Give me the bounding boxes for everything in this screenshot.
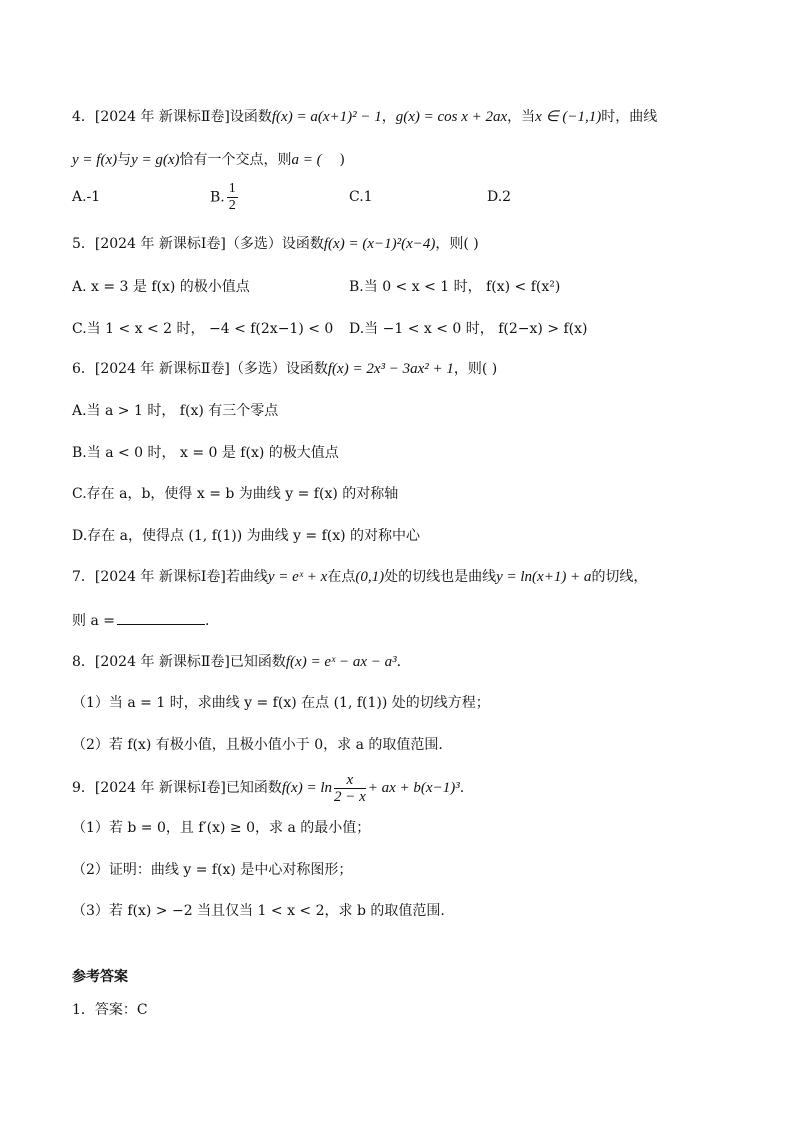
q5-option-b: B.当 0 < x < 1 时， f(x) < f(x²) (349, 279, 561, 295)
q7-mid: 在点 (327, 569, 356, 585)
q4-l2a: y = f(x) (72, 152, 118, 168)
answer-1: 1．答案：C (72, 1002, 148, 1018)
q9-f-pre: f(x) = ln (281, 780, 332, 796)
q4-option-b-fraction (227, 181, 238, 214)
q4-l2f: ) (321, 152, 345, 168)
q4-g: g(x) = cos x + 2ax (395, 109, 508, 125)
q7-c2: y = ln(x+1) + a (496, 569, 592, 585)
q4-head: 4．[2024 年 新课标Ⅱ卷]设函数 (72, 109, 272, 125)
q4-option-d: D.2 (487, 189, 512, 205)
q7-l2: 则 a = (72, 613, 115, 629)
answer-blank[interactable] (117, 610, 205, 625)
q6-option-a: A.当 a > 1 时， f(x) 有三个零点 (72, 403, 279, 419)
q4-option-b (210, 181, 240, 214)
q4-cond: x ∈ (−1,1) (535, 109, 602, 125)
q7-tail: 的切线， (591, 569, 648, 585)
q4-comma: ， (381, 109, 396, 125)
q5-option-c: C.当 1 < x < 2 时， −4 < f(2x−1) < 0 (72, 321, 334, 337)
q6-option-d: D.存在 a，使得点 (1, f(1)) 为曲线 y = f(x) 的对称中心 (72, 528, 421, 544)
q8-line1 (72, 652, 401, 672)
q4-option-b-label: B. (210, 189, 225, 206)
q4-f: f(x) = a(x+1)² − 1 (271, 109, 382, 125)
q6-option-c: C.存在 a，b，使得 x = b 为曲线 y = f(x) 的对称轴 (72, 486, 399, 502)
q4-option-b-den: 2 (228, 198, 236, 213)
q9-f-num: x (334, 772, 366, 789)
q7-line2 (72, 610, 209, 631)
q7-line1 (72, 567, 647, 587)
q9-f-den: 2 − x (334, 788, 366, 805)
q5-option-d: D.当 −1 < x < 0 时， f(2−x) > f(x) (349, 321, 588, 337)
q5-option-a: A. x = 3 是 f(x) 的极小值点 (72, 279, 250, 295)
q8-part2: （2）若 f(x) 有极小值，且极小值小于 0，求 a 的取值范围. (72, 737, 443, 753)
q7-mid2: 处的切线也是曲线 (384, 569, 497, 585)
q4-line1 (72, 107, 657, 127)
q4-l2e: a = ( (291, 152, 322, 168)
q4-l2b: 与 (117, 152, 132, 168)
q6-tail: ，则( ) (453, 361, 498, 377)
q4-mid: ，当 (507, 109, 536, 125)
q9-dot: . (459, 780, 465, 796)
q7-point: (0,1) (355, 569, 385, 585)
q4-l2d: 恰有一个交点，则 (179, 152, 292, 168)
q8-head: 8．[2024 年 新课标Ⅱ卷]已知函数 (72, 654, 286, 670)
q7-c1: y = eˣ + x (267, 569, 328, 585)
q6-option-b: B.当 a < 0 时， x = 0 是 f(x) 的极大值点 (72, 445, 339, 461)
q9-part3: （3）若 f(x) > −2 当且仅当 1 < x < 2，求 b 的取值范围. (72, 903, 445, 919)
q9-head: 9．[2024 年 新课标Ⅰ卷]已知函数 (72, 780, 282, 796)
q9-f-post: + ax + b(x−1)³ (367, 780, 460, 796)
q9-part1: （1）若 b = 0，且 f′(x) ≥ 0，求 a 的最小值； (72, 820, 371, 836)
q5-f: f(x) = (x−1)²(x−4) (323, 236, 436, 252)
q7-l2-end: . (204, 613, 210, 629)
q5-head: 5．[2024 年 新课标Ⅰ卷]（多选）设函数 (72, 236, 324, 252)
q7-head: 7．[2024 年 新课标Ⅰ卷]若曲线 (72, 569, 268, 585)
q9-line1 (72, 768, 464, 808)
q5-tail: ，则( ) (435, 236, 479, 252)
answers-title: 参考答案 (72, 969, 128, 985)
q4-option-a: A.-1 (72, 189, 101, 205)
q4-line2 (72, 150, 345, 170)
q4-l2c: y = g(x) (131, 152, 180, 168)
q8-dot: . (396, 654, 402, 670)
q9-part2: （2）证明：曲线 y = f(x) 是中心对称图形； (72, 862, 353, 878)
q8-f: f(x) = eˣ − ax − a³ (285, 654, 397, 670)
q8-part1: （1）当 a = 1 时，求曲线 y = f(x) 在点 (1, f(1)) 处的切线方程； (72, 695, 490, 711)
q4-option-c: C.1 (349, 189, 373, 205)
q6-line1 (72, 359, 497, 379)
q6-f: f(x) = 2x³ − 3ax² + 1 (327, 361, 454, 377)
q4-option-b-num: 1 (228, 181, 236, 196)
q4-tail: 时，曲线 (601, 109, 658, 125)
q9-fraction (334, 772, 366, 805)
q5-line1 (72, 234, 479, 254)
q6-head: 6．[2024 年 新课标Ⅱ卷]（多选）设函数 (72, 361, 328, 377)
